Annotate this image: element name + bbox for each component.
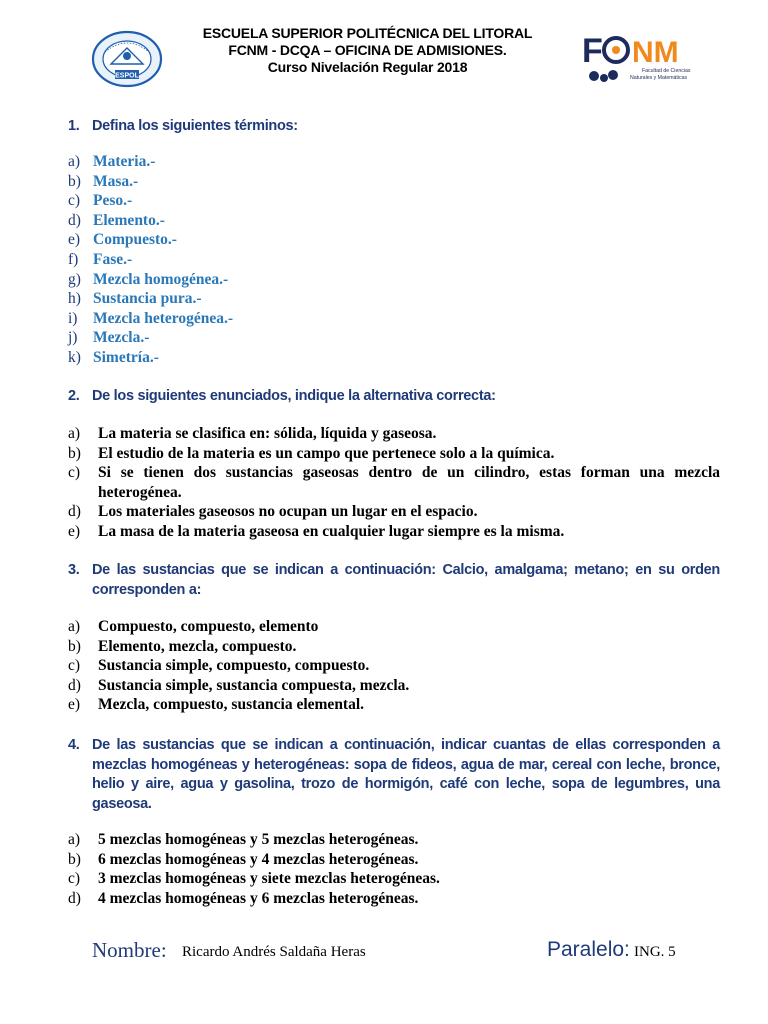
option-letter: j) bbox=[68, 329, 78, 347]
list-item bbox=[68, 444, 720, 464]
question-1-heading bbox=[68, 117, 720, 137]
list-item bbox=[68, 309, 720, 329]
option-letter: d) bbox=[68, 889, 81, 907]
student-info-footer bbox=[92, 938, 732, 968]
logo-letters-nm: NM bbox=[632, 36, 679, 69]
question-2-heading bbox=[68, 387, 720, 407]
option-letter: b) bbox=[68, 637, 81, 655]
list-item bbox=[68, 830, 720, 850]
option-letter: h) bbox=[68, 290, 81, 308]
nombre-value: Ricardo Andrés Saldaña Heras bbox=[182, 944, 366, 960]
option-letter: f) bbox=[68, 250, 79, 268]
option-letter: a) bbox=[68, 831, 81, 848]
title-line-2: FCNM - DCQA – OFICINA DE ADMISIONES. bbox=[228, 42, 507, 58]
list-item bbox=[68, 850, 720, 870]
paralelo-label: Paralelo: bbox=[547, 938, 630, 961]
list-item bbox=[68, 695, 720, 715]
option-letter: d) bbox=[68, 503, 81, 521]
question-3-options bbox=[68, 617, 720, 715]
option-text: El estudio de la materia es un campo que pertenece solo a la química. bbox=[98, 444, 555, 462]
list-item bbox=[68, 211, 720, 231]
option-letter: d) bbox=[68, 211, 81, 229]
list-item bbox=[68, 191, 720, 211]
option-letter: e) bbox=[68, 696, 81, 714]
list-item bbox=[68, 348, 720, 368]
option-letter: c) bbox=[68, 464, 81, 482]
question-3-heading bbox=[68, 561, 720, 600]
list-item bbox=[68, 502, 720, 522]
list-item bbox=[68, 250, 720, 270]
option-text: Peso.- bbox=[93, 192, 133, 210]
option-letter: g) bbox=[68, 270, 81, 288]
question-number: 1. bbox=[68, 118, 80, 134]
option-text: Elemento.- bbox=[93, 211, 165, 229]
list-item bbox=[68, 328, 720, 348]
option-text: Si se tienen dos sustancias gaseosas dentro de un cilindro, estas forman una mezcla heterogénea. bbox=[98, 464, 720, 501]
title-line-3: Curso Nivelación Regular 2018 bbox=[267, 59, 468, 75]
option-letter: c) bbox=[68, 192, 81, 210]
question-4-heading bbox=[68, 736, 720, 814]
list-item bbox=[68, 637, 720, 657]
question-1-terms bbox=[68, 152, 720, 368]
question-number: 2. bbox=[68, 388, 80, 404]
option-text: Mezcla.- bbox=[93, 329, 150, 347]
question-4-options bbox=[68, 830, 720, 908]
option-letter: a) bbox=[68, 153, 81, 170]
question-text: De los siguientes enunciados, indique la alternativa correcta: bbox=[92, 388, 496, 404]
list-item bbox=[68, 289, 720, 309]
option-letter: k) bbox=[68, 348, 81, 366]
document-header bbox=[0, 0, 768, 100]
option-letter: e) bbox=[68, 522, 81, 540]
option-text: Simetría.- bbox=[93, 348, 159, 366]
option-text: Los materiales gaseosos no ocupan un lugar en el espacio. bbox=[98, 503, 478, 521]
question-number: 4. bbox=[68, 737, 80, 753]
logo-caption-2: Naturales y Matemáticas bbox=[630, 75, 688, 81]
option-text: 5 mezclas homogéneas y 5 mezclas heterogéneas. bbox=[98, 831, 419, 848]
nombre-label: Nombre: bbox=[92, 938, 167, 962]
option-text: Sustancia simple, compuesto, compuesto. bbox=[98, 657, 370, 675]
option-letter: b) bbox=[68, 850, 81, 868]
list-item bbox=[68, 424, 720, 444]
title-line-1: ESCUELA SUPERIOR POLITÉCNICA DEL LITORAL bbox=[202, 25, 533, 41]
option-letter: c) bbox=[68, 870, 81, 888]
list-item bbox=[68, 230, 720, 250]
espol-seal-icon bbox=[91, 30, 163, 88]
list-item bbox=[68, 889, 720, 909]
option-letter: e) bbox=[68, 231, 81, 249]
option-letter: b) bbox=[68, 444, 81, 462]
list-item bbox=[68, 522, 720, 542]
option-text: Masa.- bbox=[93, 172, 139, 190]
list-item bbox=[68, 463, 720, 502]
list-item bbox=[68, 270, 720, 290]
logo-caption-1: Facultad de Ciencias bbox=[642, 68, 691, 74]
question-number: 3. bbox=[68, 562, 80, 578]
option-text: Fase.- bbox=[93, 250, 133, 268]
option-letter: a) bbox=[68, 618, 81, 635]
list-item bbox=[68, 656, 720, 676]
question-text: De las sustancias que se indican a continuación, indicar cuantas de ellas corresponden a mezclas homogéneas y heterogéneas: sopa de fideos, agua de mar, cereal con leche, bronce, helio y aire, agua y gasolina, trozo de hormigón, café con leche, sopa de legumbres, una gaseosa. bbox=[92, 737, 720, 812]
option-text: Mezcla heterogénea.- bbox=[93, 309, 234, 327]
list-item bbox=[68, 676, 720, 696]
seal-text: ESPOL bbox=[115, 72, 139, 80]
option-letter: b) bbox=[68, 172, 81, 190]
question-text: De las sustancias que se indican a continuación: Calcio, amalgama; metano; en su orden corresponden a: bbox=[92, 562, 720, 598]
institution-title bbox=[160, 25, 575, 76]
logo-letter-f: F bbox=[582, 32, 603, 70]
fcnm-logo-icon bbox=[582, 28, 692, 88]
option-text: Mezcla, compuesto, sustancia elemental. bbox=[98, 696, 365, 714]
option-letter: a) bbox=[68, 425, 81, 442]
list-item bbox=[68, 152, 720, 172]
option-text: Elemento, mezcla, compuesto. bbox=[98, 637, 297, 655]
question-2-options bbox=[68, 424, 720, 542]
paralelo-value: ING. 5 bbox=[634, 944, 676, 960]
list-item bbox=[68, 869, 720, 889]
option-text: Sustancia simple, sustancia compuesta, mezcla. bbox=[98, 676, 410, 694]
option-text: Sustancia pura.- bbox=[93, 290, 202, 308]
option-text: Mezcla homogénea.- bbox=[93, 270, 229, 288]
option-letter: i) bbox=[68, 309, 78, 327]
list-item bbox=[68, 617, 720, 637]
option-text: La masa de la materia gaseosa en cualquier lugar siempre es la misma. bbox=[98, 522, 565, 540]
question-text: Defina los siguientes términos: bbox=[92, 118, 298, 134]
option-text: Compuesto.- bbox=[93, 231, 177, 249]
option-text: 4 mezclas homogéneas y 6 mezclas heterogéneas. bbox=[98, 889, 419, 907]
option-text: 3 mezclas homogéneas y siete mezclas heterogéneas. bbox=[98, 870, 440, 888]
option-text: Materia.- bbox=[93, 153, 156, 170]
option-letter: c) bbox=[68, 657, 81, 675]
list-item bbox=[68, 172, 720, 192]
option-text: 6 mezclas homogéneas y 4 mezclas heterogéneas. bbox=[98, 850, 419, 868]
option-letter: d) bbox=[68, 676, 81, 694]
option-text: Compuesto, compuesto, elemento bbox=[98, 618, 319, 635]
option-text: La materia se clasifica en: sólida, líquida y gaseosa. bbox=[98, 425, 437, 442]
